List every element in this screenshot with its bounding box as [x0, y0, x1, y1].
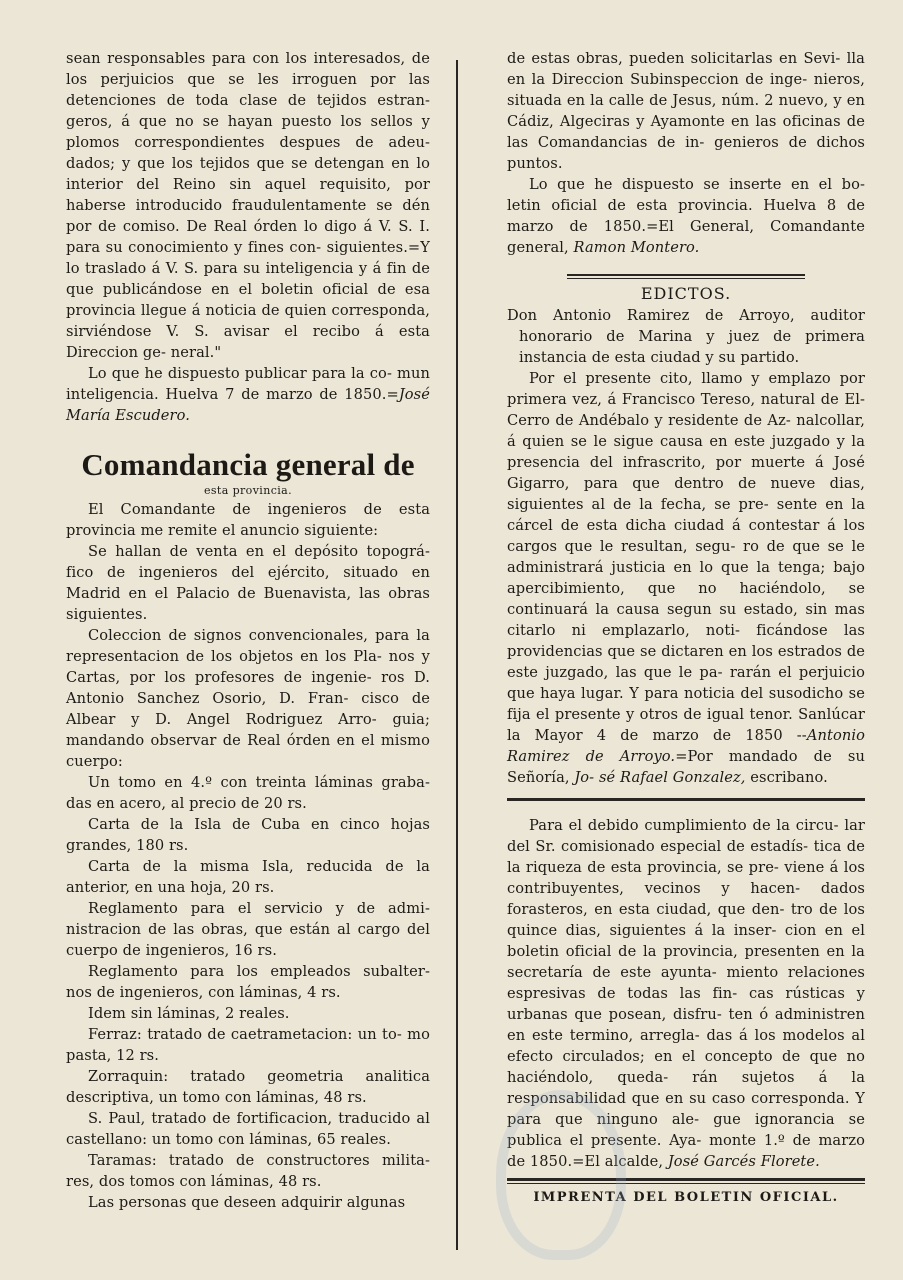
signature-ramirez: Antonio Ramirez de Arroyo. [507, 727, 865, 765]
edicto-text: Por el presente cito, llamo y emplazo por primera vez, á Francisco Tereso, natural de El-Cerro de Andébalo y residente de Az- nalcollar, á quien se le sigue causa en este juzgado y la presencia del infrascrito, por muerte á José Gigarro, para que dentro de nueve dias, siguientes al de la fecha, se pre- sente en la cárcel de esta dicha ciudad á contestar á los cargos que le resultan, segu- ro de que se le administrará justicia en lo que la tenga; bajo apercibimiento, que no haciéndolo, se continuará la causa segun su estado, sin mas citarlo ni emplazarlo, noti- ficándose las providencias que se dictaren en los estrados de este juzgado, las que le pa- rarán el perjuicio que haya lugar. Y para noticia del susodicho se fija el presente y otros de igual tenor. Sanlúcar la Mayor 4 de marzo de 1850 -- [507, 370, 865, 744]
edicto-body [507, 368, 865, 788]
paragraph-b-7: Reglamento para los empleados subalter- nos de ingenieros, con láminas, 4 rs. [66, 963, 430, 1001]
paragraph-decree-continuation: sean responsables para con los interesados, de los perjuicios que se les irroguen por las detenciones de toda clase de tejidos estran- geros, á que no se hayan puesto los sellos y plomos correspondientes despues de adeu- dados; y que los tejidos que se detengan en lo interior del Reino sin aquel requisito, por haberse introducido fraudulentamente se dén por de comiso. De Real órden lo digo á V. S. I. para su conocimiento y fines con- siguientes.=Y lo traslado á V. S. para su inteligencia y á fin de que publicándose en el boletin oficial de esa provincia llegue á noticia de quien corresponda, sirviéndose V. S. avisar el recibo á esta Direccion ge- neral." [66, 50, 430, 361]
edicto-end-text: escribano. [745, 769, 828, 786]
paragraph-b-3: Un tomo en 4.º con treinta láminas graba- das en acero, al precio de 20 rs. [66, 774, 430, 812]
section-subtitle: esta provincia. [203, 484, 293, 497]
paragraph-b-12: Taramas: tratado de constructores milita- res, dos tomos con láminas, 48 rs. [66, 1152, 430, 1190]
paragraph-b-10: Zorraquin: tratado geometria analitica descriptiva, un tomo con láminas, 48 rs. [66, 1068, 430, 1106]
paragraph-closing-huelva-7 [66, 363, 430, 426]
section-title-comandancia: Comandancia general de [81, 447, 415, 482]
closing-text: Lo que he dispuesto se inserte en el bo- letin oficial de esta provincia. Huelva 8 de marzo de 1850.=El General, Comandante general, [507, 176, 865, 256]
circular-text: Para el debido cumplimiento de la circu- lar del Sr. comisionado especial de estadís- tica de la riqueza de esta provincia, se pre- viene á los contribuyentes, vecinos y hacen- dados forasteros, en esta ciudad, que den- tro de los quince dias, siguientes á la inser- cion en el boletin oficial de la provincia, presenten en la secretaría de este ayunta- miento relaciones espresivas de todas las fin- cas rústicas y urbanas que posean, disfru- ten ó administren en este termino, arregla- das á los modelos al efecto circulados; en el concepto de que no haciéndolo, queda- rán sujetos á la responsabilidad que en su caso corresponda. Y para que ninguno ale- gue ignorancia se publica el presente. Aya- monte 1.º de marzo de 1850.=El alcalde, [507, 817, 865, 1170]
signature-garces: José Garcés Florete. [667, 1153, 820, 1170]
edictos-heading: EDICTOS. [640, 284, 732, 303]
paragraph-b-0: El Comandante de ingenieros de esta provincia me remite el anuncio siguiente: [66, 501, 430, 539]
paragraph-b-2: Coleccion de signos convencionales, para la representacion de los objetos en los Pla- nos y Cartas, por los profesores de ingenie- ros D. Antonio Sanchez Osorio, D. Fran- cisco de Albear y D. Angel Rodriguez Arro- guia; mandando observar de Real órden en el mismo cuerpo: [66, 627, 430, 770]
paragraph-b-1: Se hallan de venta en el depósito topográ- fico de ingenieros del ejército, situado en Madrid en el Palacio de Buenavista, las obras siguientes. [66, 543, 430, 623]
paragraph-b-13: Las personas que deseen adquirir algunas [88, 1194, 406, 1211]
paragraph-b-6: Reglamento para el servicio y de admi- nistracion de las obras, que están al cargo del cuerpo de ingenieros, 16 rs. [66, 900, 430, 959]
column-divider [456, 60, 458, 1250]
section-rule [507, 798, 865, 801]
paragraph-b-9: Ferraz: tratado de caetrametacion: un to- mo pasta, 12 rs. [66, 1026, 430, 1064]
imprenta-footer: IMPRENTA DEL BOLETIN OFICIAL. [533, 1190, 839, 1205]
signature-escudero: José María Escudero. [66, 386, 430, 424]
ornament-rule [567, 272, 805, 282]
paragraph-b-5: Carta de la misma Isla, reducida de la anterior, en una hoja, 20 rs. [66, 858, 430, 896]
paragraph-b-8: Idem sin láminas, 2 reales. [88, 1005, 290, 1022]
paragraph-obras-continuation: de estas obras, pueden solicitarlas en Sevi- lla en la Direccion Subinspeccion de inge- nieros, situada en la calle de Jesus, núm. 2 nuevo, y en Cádiz, Algeciras y Ayamonte en las oficinas de las Comandancias de in- genieros de dichos puntos. [507, 50, 865, 172]
paragraph-b-11: S. Paul, tratado de fortificacion, traducido al castellano: un tomo con láminas, 65 reales. [66, 1110, 430, 1148]
left-column [66, 48, 430, 1213]
signature-montero: Ramon Montero. [573, 239, 700, 256]
right-column [507, 48, 865, 1205]
archive-watermark-seal [496, 1090, 626, 1260]
signature-gonzalez: Jo- sé Rafael Gonzalez, [574, 769, 746, 786]
paragraph-closing-huelva-8 [507, 174, 865, 258]
closing-text: Lo que he dispuesto publicar para la co- mun inteligencia. Huelva 7 de marzo de 1850.= [66, 365, 430, 403]
edicto-mid-text: =Por mandado de su Señoría, [507, 748, 865, 786]
paragraph-b-4: Carta de la Isla de Cuba en cinco hojas grandes, 180 rs. [66, 816, 430, 854]
edicto-intro: Don Antonio Ramirez de Arroyo, auditor honorario de Marina y juez de primera instancia de esta ciudad y su partido. [507, 307, 865, 366]
